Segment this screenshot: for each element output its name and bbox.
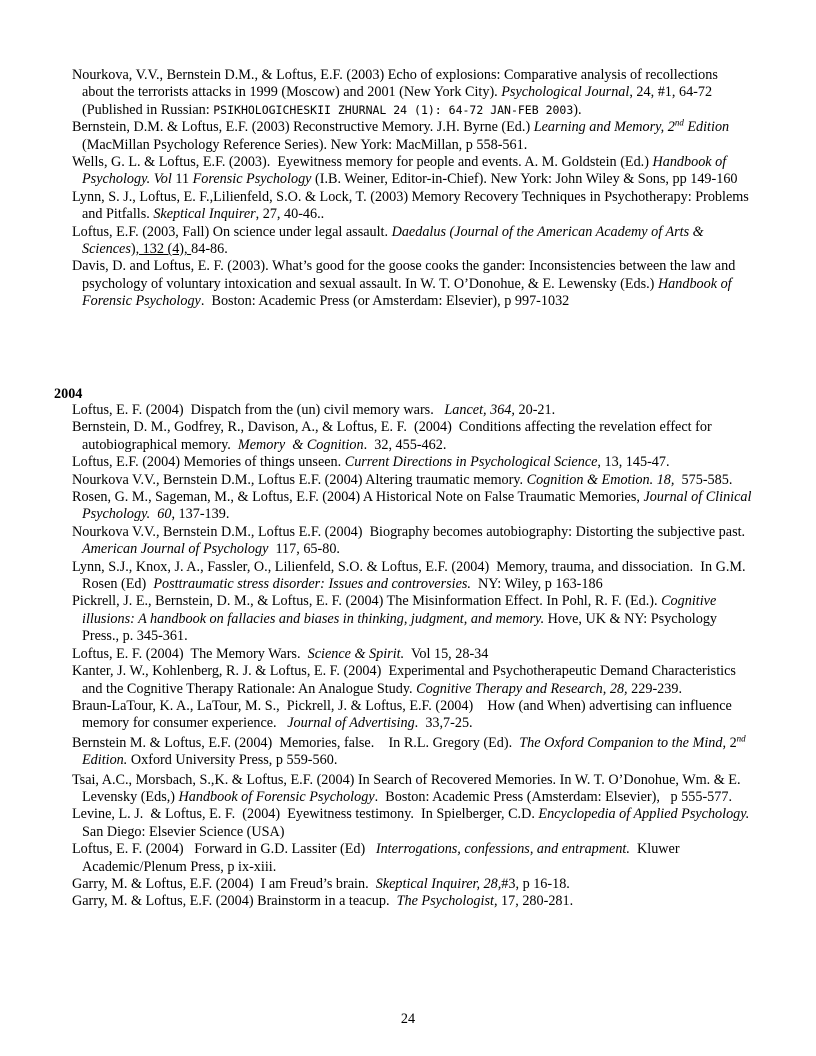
reference-italic-text: Encyclopedia of Applied Psychology. (538, 806, 750, 823)
reference-text: . 33,7-25. (414, 715, 473, 732)
reference-entry (72, 593, 752, 645)
reference-italic-text: nd (736, 732, 746, 743)
reference-entry (72, 559, 752, 594)
reference-text: Hove, UK & NY: Psychology Press., p. 345-361. (82, 610, 721, 645)
reference-entry (72, 224, 752, 259)
reference-italic-text: The Oxford Companion to the Mind, (519, 734, 727, 751)
reference-text: Nourkova V.V., Bernstein D.M., Loftus E.F. (2004) Altering traumatic memory. (72, 471, 527, 488)
reference-text: ), 132 (4), (130, 241, 192, 258)
reference-text: Kanter, J. W., Kohlenberg, R. J. & Loftus, E. F. (2004) Experimental and Psychotherapeutic Demand Characteristics and the Cognitive Therapy Rationale: An Analogue Study. (72, 663, 740, 697)
reference-entry (72, 258, 752, 310)
reference-entry (72, 876, 752, 893)
year-heading: 2004 (54, 386, 83, 402)
reference-italic-text: Memory & Cognition (237, 436, 364, 453)
reference-italic-text: Handbook of Psychology. Vol (82, 154, 730, 188)
reference-text: Oxford University Press, p 559-560. (127, 752, 338, 769)
reference-text: 20-21. (514, 402, 556, 418)
reference-italic-text: Cognitive Therapy and Research, 28, (416, 680, 628, 697)
reference-text: Wells, G. L. & Loftus, E.F. (2003). Eyewitness memory for people and events. A. M. Goldstein (Ed.) (72, 154, 653, 171)
reference-text: (I.B. Weiner, Editor-in-Chief). New York: John Wiley & Sons, pp 149-160 (311, 171, 738, 188)
reference-text: Davis, D. and Loftus, E. F. (2003). What’s good for the goose cooks the gander: Inconsistencies between the law and psychology of voluntary intoxication and sexual assault. In W. T. O’Donohue, & E. Lewensky (Eds.) (72, 258, 739, 292)
reference-text: NY: Wiley, p 163-186 (470, 576, 603, 593)
reference-italic-text: Psychological Journal (501, 84, 630, 101)
reference-text: 84-86. (191, 241, 228, 258)
reference-italic-text: Journal of Advertising (287, 715, 415, 732)
page-number: 24 (400, 1011, 416, 1027)
reference-italic-text: Science & Spirit. (307, 645, 405, 662)
reference-text: , 27, 40-46.. (255, 206, 325, 223)
reference-text: Rosen, G. M., Sageman, M., & Loftus, E.F. (2004) A Historical Note on False Traumatic Memories, (72, 489, 644, 506)
reference-entry (72, 119, 752, 154)
reference-text: Lynn, S.J., Knox, J. A., Fassler, O., Lilienfeld, S.O. & Loftus, E.F. (2004) Memory, trauma, and dissociation. In G.M. Rosen (Ed) (72, 558, 750, 593)
reference-text: 11 (171, 171, 193, 188)
reference-text: . Boston: Academic Press (or Amsterdam: Elsevier), p 997-1032 (200, 293, 570, 310)
reference-entry (72, 772, 752, 807)
reference-text: #3, p 16-18. (501, 875, 570, 892)
reference-entry (72, 489, 755, 524)
reference-text: Loftus, E. F. (2004) Dispatch from the (un) civil memory wars. (72, 402, 445, 418)
reference-italic-text: Handbook of Forensic Psychology (178, 788, 375, 805)
reference-text: Braun-LaTour, K. A., LaTour, M. S., Pickrell, J. & Loftus, E.F. (2004) How (and When) advertising can influence memory for consumer experience. (72, 697, 736, 732)
reference-entry (72, 646, 752, 663)
reference-text: Bernstein, D. M., Godfrey, R., Davison, A., & Loftus, E. F. (2004) Conditions affecting the revelation effect for autobiographical memory. (72, 419, 716, 453)
reference-entry (72, 67, 752, 119)
reference-entry (72, 472, 752, 489)
reference-entry (72, 698, 752, 733)
reference-list-2003 (72, 67, 752, 311)
reference-text: 575-585. (674, 471, 733, 488)
reference-entry (72, 524, 752, 559)
reference-text: Kluwer Academic/Plenum Press, p ix-xiii. (82, 841, 683, 875)
reference-text: Loftus, E. F. (2004) The Memory Wars. (72, 645, 308, 662)
reference-text: Levine, L. J. & Loftus, E. F. (2004) Eyewitness testimony. In Spielberger, C.D. (72, 806, 539, 823)
reference-text: Vol 15, 28-34 (404, 645, 489, 662)
reference-text: . 32, 455-462. (363, 436, 447, 453)
reference-text: , 137-139. (171, 506, 230, 523)
reference-italic-text: Lancet, 364, (444, 402, 515, 418)
reference-italic-text: Skeptical Inquirer (153, 206, 256, 223)
reference-text: Bernstein M. & Loftus, E.F. (2004) Memories, false. In R.L. Gregory (Ed). (72, 734, 520, 751)
reference-italic-text: The Psychologist (396, 893, 494, 910)
reference-text: ). (573, 101, 582, 118)
reference-italic-text: Skeptical Inquirer, 28, (375, 875, 502, 892)
reference-italic-text: Forensic Psychology (192, 171, 312, 188)
reference-text: Loftus, E.F. (2004) Memories of things unseen. (72, 454, 345, 471)
reference-italic-text: American Journal of Psychology (82, 541, 269, 558)
reference-entry (72, 454, 752, 471)
reference-italic-text: Cognition & Emotion. 18, (526, 471, 675, 488)
reference-italic-text: Handbook of Forensic Psychology (82, 275, 736, 310)
reference-entry (72, 841, 752, 876)
reference-text: San Diego: Elsevier Science (USA) (82, 806, 757, 840)
reference-italic-text: Edition. (82, 734, 750, 769)
reference-entry (72, 806, 757, 841)
reference-text: Nourkova V.V., Bernstein D.M., Loftus E.F. (2004) Biography becomes autobiography: Distorting the subjective past. (72, 523, 749, 540)
reference-entry (72, 663, 752, 698)
reference-entry (72, 402, 752, 419)
reference-italic-text: Posttraumatic stress disorder: Issues and controversies. (153, 576, 471, 593)
reference-text: 117, 65-80. (268, 541, 340, 558)
reference-italic-text: Current Directions in Psychological Science (344, 454, 598, 471)
reference-italic-text: Interrogations, confessions, and entrapment. (375, 841, 630, 858)
reference-entry (72, 893, 752, 910)
reference-text: , 24, #1, 64-72 (Published in Russian: (82, 84, 716, 118)
reference-entry (72, 419, 752, 454)
reference-italic-text: Journal of Clinical Psychology. 60 (82, 489, 755, 523)
reference-entry (72, 154, 752, 189)
reference-italic-text: Cognitive illusions: A handbook on fallacies and biases in thinking, judgment, and memory. (82, 593, 720, 627)
reference-text: 229-239. (627, 680, 682, 697)
reference-text: Lynn, S. J., Loftus, E. F.,Lilienfeld, S.O. & Lock, T. (2003) Memory Recovery Techniques in Psychotherapy: Problems and Pitfalls. (72, 188, 753, 223)
reference-text: , 17, 280-281. (493, 893, 574, 910)
reference-text: , 13, 145-47. (597, 454, 670, 471)
reference-italic-text: nd (674, 117, 684, 128)
reference-text: Nourkova, V.V., Bernstein D.M., & Loftus, E.F. (2003) Echo of explosions: Comparative analysis of recollections about the terrorists attacks in 1999 (Moscow) and 2001 (New York City). (72, 67, 722, 101)
reference-text: 2 (726, 734, 737, 751)
reference-italic-text: Learning and Memory, 2 (533, 119, 675, 136)
reference-text: Tsai, A.C., Morsbach, S.,K. & Loftus, E.F. (2004) In Search of Recovered Memories. In W. T. O’Donohue, Wm. & E. Levensky (Eds,) (72, 771, 745, 805)
reference-italic-text: Daedalus (Journal of the American Academy of Arts & Sciences (82, 223, 708, 258)
reference-entry (72, 189, 752, 224)
reference-text: Bernstein, D.M. & Loftus, E.F. (2003) Reconstructive Memory. J.H. Byrne (Ed.) (72, 119, 534, 136)
reference-text: Garry, M. & Loftus, E.F. (2004) I am Freud’s brain. (72, 875, 376, 892)
reference-text: (MacMillan Psychology Reference Series). New York: MacMillan, p 558-561. (82, 119, 733, 153)
reference-text: . Boston: Academic Press (Amsterdam: Elsevier), p 555-577. (374, 788, 733, 805)
reference-text: PSIKHOLOGICHESKII ZHURNAL 24 (1): 64-72 JAN-FEB 2003 (213, 102, 574, 117)
reference-text: Loftus, E. F. (2004) Forward in G.D. Lassiter (Ed) (72, 841, 376, 858)
reference-text: Pickrell, J. E., Bernstein, D. M., & Loftus, E. F. (2004) The Misinformation Effect. In Pohl, R. F. (Ed.). (72, 593, 662, 610)
reference-list-2004 (72, 402, 757, 911)
reference-entry (72, 732, 752, 770)
reference-italic-text: Edition (683, 119, 730, 136)
reference-text: Garry, M. & Loftus, E.F. (2004) Brainstorm in a teacup. (72, 893, 397, 910)
reference-text: Loftus, E.F. (2003, Fall) On science under legal assault. (72, 223, 392, 240)
